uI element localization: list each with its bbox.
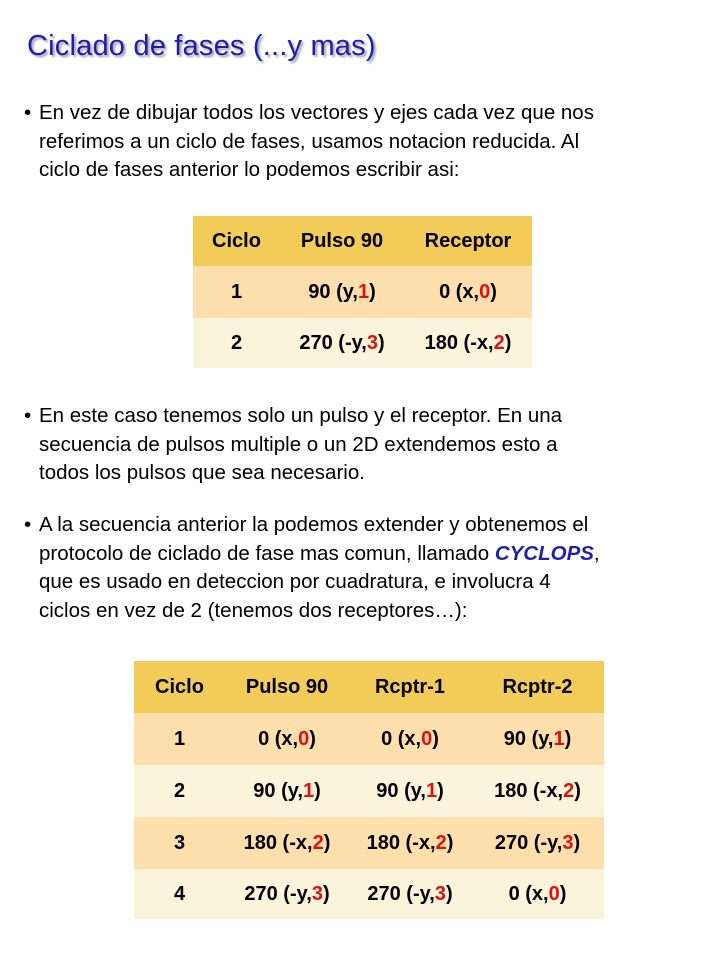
- cyclops-term: CYCLOPS: [494, 541, 594, 565]
- phase-close: ): [574, 779, 581, 802]
- phase-close: ): [445, 882, 453, 905]
- phase-label: 180 (-x,: [494, 779, 564, 802]
- phase-label: 270 (-y,: [299, 331, 367, 354]
- phase-index: 3: [311, 882, 323, 905]
- cyclops-line-suffix: ,: [593, 541, 600, 565]
- phase-label: 0 (x,: [381, 727, 422, 750]
- phase-close: ): [504, 331, 512, 354]
- phase-close: ): [573, 831, 581, 854]
- bullet-single-pulse-line-1: En este caso tenemos solo un pulso y el receptor. En una: [39, 404, 563, 427]
- phase-index: 2: [493, 331, 505, 354]
- table-cell: [280, 266, 404, 318]
- bullet-intro-line-1: En vez de dibujar todos los vectores y ejes cada vez que nos: [39, 101, 594, 124]
- table-cell: 2: [193, 318, 280, 368]
- phase-close: ): [559, 882, 567, 905]
- table-cell: [225, 817, 349, 869]
- phase-label: 90 (y,: [308, 280, 358, 303]
- table-header-cell: Ciclo: [193, 216, 280, 266]
- phase-label: 90 (y,: [253, 779, 303, 802]
- table-header-cell: Receptor: [404, 216, 532, 266]
- bullet-cyclops-line-1: A la secuencia anterior la podemos extender y obtenemos el: [39, 513, 589, 536]
- phase-close: ): [323, 831, 331, 854]
- phase-close: ): [314, 779, 321, 802]
- table-cell: [349, 869, 471, 919]
- table-cell: [471, 817, 604, 869]
- phase-index: 0: [548, 882, 560, 905]
- phase-index: 3: [366, 331, 378, 354]
- table-header-cell: Rcptr-2: [471, 661, 604, 713]
- bullet-single-pulse: [24, 402, 562, 488]
- phase-index: 1: [425, 779, 438, 802]
- phase-label: 270 (-y,: [244, 882, 312, 905]
- table-cell: [349, 817, 471, 869]
- table-cell: 4: [134, 869, 225, 919]
- table-cell: [225, 765, 349, 817]
- phase-index: 0: [298, 727, 310, 750]
- phase-label: 180 (-x,: [366, 831, 436, 854]
- table-cell: [349, 713, 471, 765]
- phase-index: 2: [312, 831, 324, 854]
- phase-index: 0: [479, 280, 491, 303]
- bullet-intro: [24, 99, 594, 185]
- phase-label: 180 (-x,: [424, 331, 494, 354]
- phase-index: 2: [563, 779, 575, 802]
- bullet-single-pulse-line-2: secuencia de pulsos multiple o un 2D extendemos esto a: [39, 432, 558, 456]
- bullet-intro-line-3: ciclo de fases anterior lo podemos escribir asi:: [39, 158, 460, 181]
- phase-index: 1: [357, 280, 370, 303]
- phase-index: 2: [435, 831, 447, 854]
- bullet-dot: •: [24, 101, 32, 124]
- table-cell: [280, 318, 404, 368]
- phase-index: 3: [562, 831, 574, 854]
- table-cell: [404, 266, 532, 318]
- table-cell: [471, 765, 604, 817]
- phase-close: ): [322, 882, 330, 905]
- phase-label: 270 (-y,: [367, 882, 435, 905]
- table-cell: [225, 869, 349, 919]
- phase-label: 0 (x,: [508, 882, 549, 905]
- bullet-cyclops: [24, 511, 600, 625]
- phase-label: 0 (x,: [439, 280, 480, 303]
- bullet-cyclops-line-2: [24, 540, 600, 569]
- bullet-intro-line-2: referimos a un ciclo de fases, usamos notacion reducida. Al: [39, 129, 580, 153]
- table-cell: 2: [134, 765, 225, 817]
- cyclops-line-prefix: protocolo de ciclado de fase mas comun, llamado: [39, 541, 495, 565]
- bullet-cyclops-line-3: que es usado en deteccion por cuadratura, e involucra 4: [39, 570, 551, 593]
- phase-index: 3: [434, 882, 446, 905]
- phase-label: 90 (y,: [503, 727, 554, 750]
- bullet-cyclops-line-4: ciclos en vez de 2 (tenemos dos receptores…):: [39, 598, 468, 622]
- phase-close: ): [490, 280, 497, 303]
- table-cell: [349, 765, 471, 817]
- table-cell: [471, 713, 604, 765]
- phase-cycle-table: [193, 216, 532, 368]
- phase-index: 1: [553, 727, 565, 750]
- table-cell: [471, 869, 604, 919]
- cyclops-table: [134, 661, 604, 919]
- phase-close: ): [377, 331, 385, 354]
- table-cell: [404, 318, 532, 368]
- table-header-cell: Ciclo: [134, 661, 225, 713]
- table-header-cell: Pulso 90: [280, 216, 404, 266]
- bullet-dot: •: [24, 513, 32, 536]
- phase-label: 0 (x,: [258, 727, 299, 750]
- phase-label: 90 (y,: [376, 779, 426, 802]
- table-cell: 1: [193, 266, 280, 318]
- bullet-dot: •: [24, 404, 32, 427]
- phase-close: ): [432, 727, 439, 750]
- phase-label: 270 (-y,: [494, 831, 563, 854]
- phase-close: ): [564, 727, 572, 750]
- table-header-cell: Pulso 90: [225, 661, 349, 713]
- phase-index: 1: [302, 779, 315, 802]
- phase-index: 0: [421, 727, 433, 750]
- phase-close: ): [437, 779, 444, 802]
- table-cell: 3: [134, 817, 225, 869]
- phase-close: ): [446, 831, 454, 854]
- phase-close: ): [309, 727, 316, 750]
- table-cell: 1: [134, 713, 225, 765]
- phase-label: 180 (-x,: [243, 831, 313, 854]
- bullet-single-pulse-line-3: todos los pulsos que sea necesario.: [39, 461, 365, 484]
- phase-close: ): [369, 280, 376, 303]
- page-title: Ciclado de fases (...y mas): [27, 30, 376, 62]
- table-header-cell: Rcptr-1: [349, 661, 471, 713]
- table-cell: [225, 713, 349, 765]
